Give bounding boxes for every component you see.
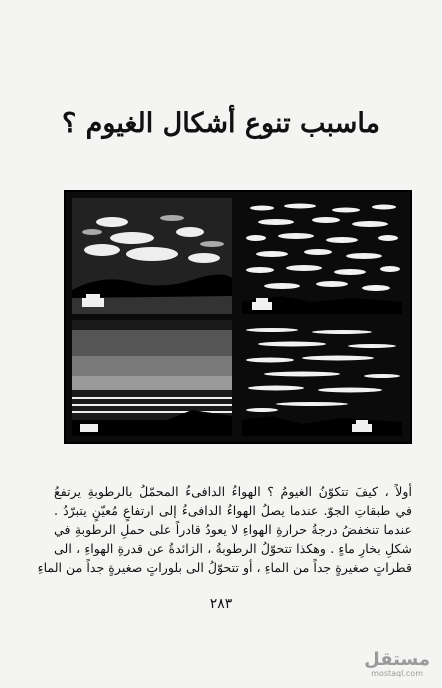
cirrostratus-panel [242, 320, 402, 436]
body-line: قطراتٍ صغيرةٍ جداً من الماءِ ، أو تتحوّلُ الى بلوراتٍ صغيرةٍ جداً من الماءِ [37, 560, 412, 575]
page-number: ٢٨٣ [209, 596, 233, 612]
body-line: شكلِ بخارِ ماءٍ . وهكذا تتحوّلُ الرطوبةُ ، الزائدةُ عن قدرةِ الهواءِ ، الى [54, 541, 412, 556]
cumulus-clouds-panel [72, 198, 232, 314]
body-line: عندما تنخفضُ درجةُ حرارةِ الهواءِ لا يعودُ قادراً على حملِ الرطوبةِ في [54, 522, 412, 537]
stratus-clouds-panel [72, 320, 232, 436]
cirrocumulus-panel [242, 198, 402, 314]
watermark-arabic: مستقل [364, 649, 430, 670]
body-line: في طبقاتِ الجوّ. عندما يصلُ الهواءُ الدافىءُ إلى ارتفاعٍ مُعيّنٍ يتبرّدُ . [54, 503, 412, 518]
body-paragraph [37, 482, 412, 577]
watermark [364, 651, 430, 678]
watermark-latin: mostaql.com [371, 669, 423, 678]
cloud-illustration [64, 190, 412, 444]
page-title: ماسبب تنوع أشكال الغيوم ؟ [61, 108, 381, 139]
body-line: أولاً ، كيفَ تتكوّنُ الغيومُ ؟ الهواءُ الدافىءُ المحمّلُ بالرطوبةِ يرتفعُ [54, 484, 412, 499]
